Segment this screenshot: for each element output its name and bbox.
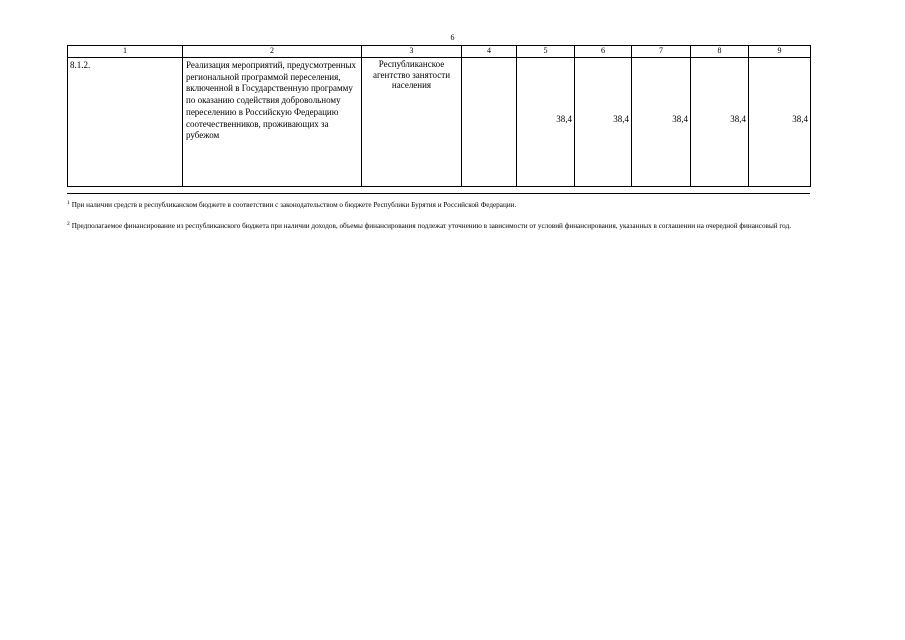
footnote-text: При наличии средств в республиканском бюджете в соответствии с законодательством о бюджете Республики Бурятия и Российской Федерации. [71, 201, 517, 209]
value-text: 38,4 [792, 114, 808, 124]
footnote-mark: 2 [67, 221, 70, 227]
page-number: 6 [450, 33, 455, 42]
item-executor: Республиканское агентство занятости населения [362, 58, 462, 187]
column-header: 7 [632, 46, 691, 58]
table-row [68, 58, 811, 187]
footnote-1 [67, 201, 812, 211]
item-code: 8.1.2. [68, 58, 183, 187]
value-text: 38,4 [730, 114, 746, 124]
column-header: 9 [749, 46, 811, 58]
table-header-row [68, 46, 811, 58]
empty-cell [462, 58, 517, 187]
column-header: 8 [691, 46, 749, 58]
footnote-mark: 1 [67, 200, 70, 206]
column-header: 5 [517, 46, 575, 58]
column-header: 2 [183, 46, 362, 58]
footnote-separator [67, 193, 810, 194]
footnote-2 [67, 222, 812, 232]
value-cell [749, 58, 811, 187]
column-header: 3 [362, 46, 462, 58]
value-text: 38,4 [672, 114, 688, 124]
value-text: 38,4 [556, 114, 572, 124]
column-header: 1 [68, 46, 183, 58]
funding-table [67, 45, 811, 187]
value-cell [632, 58, 691, 187]
column-header: 6 [575, 46, 632, 58]
value-cell [517, 58, 575, 187]
value-text: 38,4 [613, 114, 629, 124]
item-name: Реализация мероприятий, предусмотренных региональной программой переселения, включенной в Государственную программу по оказанию содействия добровольному переселению в Российскую Федерацию соотечественников, проживающих за рубежом [183, 58, 362, 187]
value-cell [575, 58, 632, 187]
value-cell [691, 58, 749, 187]
footnote-text: Предполагаемое финансирование из республиканского бюджета при наличии доходов, объемы финансирования подлежат уточнению в зависимости от условий финансирования, указанных в соглашении на очередной финансовый год. [71, 222, 792, 230]
column-header: 4 [462, 46, 517, 58]
